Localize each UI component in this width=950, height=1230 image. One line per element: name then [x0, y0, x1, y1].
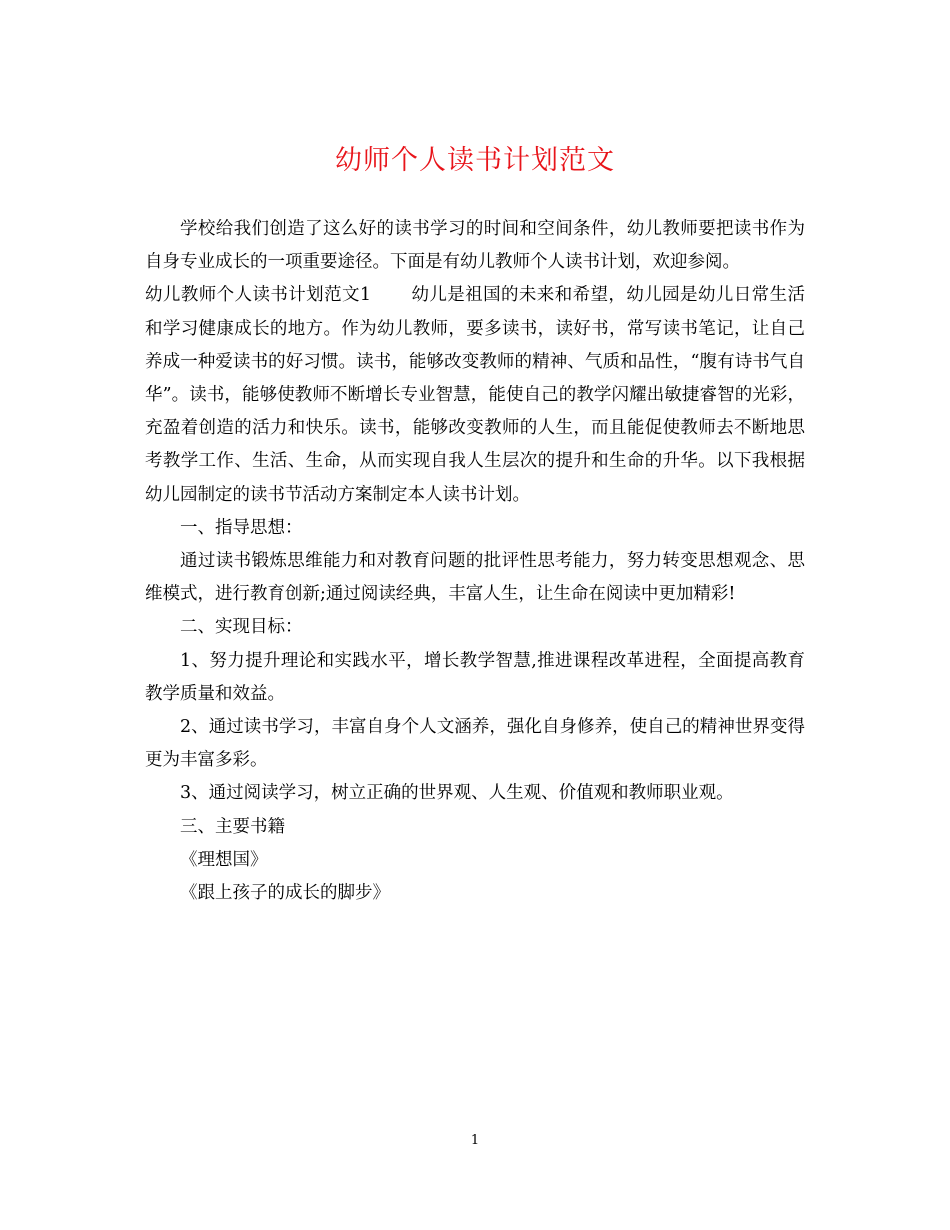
section-paragraph [145, 279, 805, 511]
goal-item: 2、通过读书学习，丰富自身个人文涵养，强化自身修养，使自己的精神世界变得更为丰富多彩。 [145, 717, 805, 771]
page-number: 1 [470, 1133, 480, 1148]
book-item: 《跟上孩子的成长的脚步》 [180, 883, 390, 904]
document-title: 幼师个人读书计划范文 [335, 145, 615, 176]
books-heading: 三、主要书籍 [180, 816, 285, 837]
guiding-heading: 一、指导思想： [180, 517, 303, 538]
goal-item: 1、努力提升理论和实践水平，增长教学智慧,推进课程改革进程，全面提高教育教学质量和效益。 [145, 650, 805, 704]
goals-heading: 二、实现目标： [180, 617, 303, 638]
goal-item: 3、通过阅读学习，树立正确的世界观、人生观、价值观和教师职业观。 [180, 783, 734, 804]
intro-paragraph: 学校给我们创造了这么好的读书学习的时间和空间条件，幼儿教师要把读书作为自身专业成长的一项重要途径。下面是有幼儿教师个人读书计划，欢迎参阅。 [145, 219, 805, 273]
section-text: 幼儿是祖国的未来和希望，幼儿园是幼儿日常生活和学习健康成长的地方。作为幼儿教师，要多读书，读好书，常写读书笔记，让自己养成一种爱读书的好习惯。读书，能够改变教师的精神、气质和品性，“腹有诗书气自华”。读书，能够使教师不断增长专业智慧，能使自己的教学闪耀出敏捷睿智的光彩，充盈着创造的活力和快乐。读书，能够改变教师的人生，而且能促使教师去不断地思考教学工作、生活、生命，从而实现自我人生层次的提升和生命的升华。以下我根据幼儿园制定的读书节活动方案制定本人读书计划。 [145, 285, 805, 505]
book-item: 《理想国》 [180, 849, 268, 870]
guiding-text: 通过读书锻炼思维能力和对教育问题的批评性思考能力，努力转变思想观念、思维模式，进行教育创新;通过阅读经典，丰富人生，让生命在阅读中更加精彩! [145, 551, 805, 605]
section-heading: 幼儿教师个人读书计划范文1 [145, 285, 372, 306]
document-body [145, 213, 805, 910]
